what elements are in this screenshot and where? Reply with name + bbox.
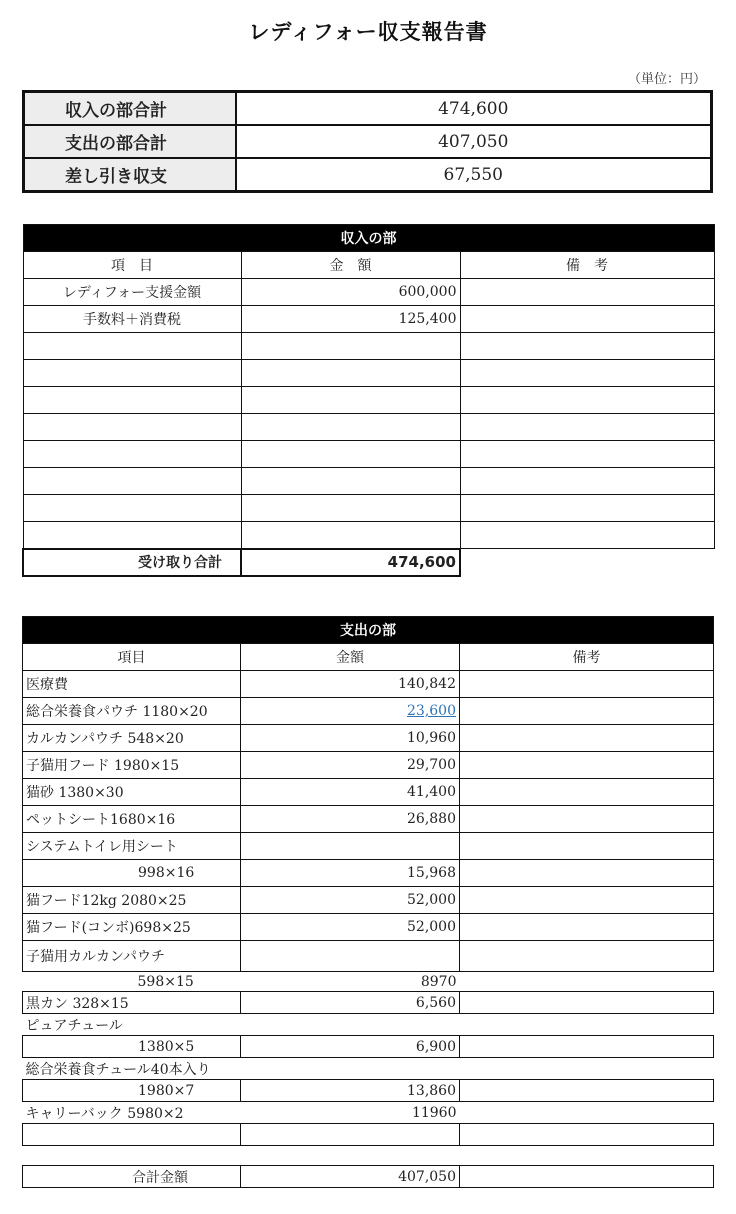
income-note [460, 279, 714, 306]
expense-item: ペットシート1680×16 [23, 806, 241, 833]
empty-row [23, 387, 714, 414]
income-note [460, 306, 714, 333]
empty-row [23, 333, 714, 360]
table-row [23, 279, 714, 306]
col-amount-header: 金 額 [241, 252, 460, 279]
table-row [23, 779, 714, 806]
table-row [23, 671, 714, 698]
expense-item: ピュアチュール [25, 1017, 123, 1034]
summary-table [22, 90, 713, 193]
expense-amount [241, 941, 460, 972]
summary-row [24, 92, 712, 126]
income-amount: 600,000 [241, 279, 460, 306]
table-row [23, 992, 714, 1014]
table-row [23, 725, 714, 752]
col-note-header: 備考 [460, 644, 714, 671]
expense-amount: 29,700 [241, 752, 460, 779]
expense-item: 子猫用カルカンパウチ [23, 941, 241, 972]
income-item: 手数料＋消費税 [23, 306, 241, 333]
table-row [23, 698, 714, 725]
expense-total-label: 合計金額 [23, 1166, 241, 1188]
expense-item: カルカンパウチ 548×20 [23, 725, 241, 752]
col-item-header: 項 目 [23, 252, 241, 279]
expense-item: キャリーバック 5980×2 [25, 1105, 184, 1122]
income-total-value: 474,600 [241, 549, 460, 576]
empty-row [23, 441, 714, 468]
expense-amount: 26,880 [241, 806, 460, 833]
empty-row [23, 495, 714, 522]
expense-item: 猫フード12kg 2080×25 [23, 887, 241, 914]
expense-item: 1980×7 [23, 1080, 241, 1102]
summary-value: 474,600 [236, 92, 712, 126]
expense-amount [241, 1058, 460, 1080]
empty-row [23, 1124, 714, 1146]
expense-amount [241, 833, 460, 860]
income-item: レディフォー支援金額 [23, 279, 241, 306]
table-row [23, 833, 714, 860]
summary-label: 差し引き収支 [24, 158, 236, 192]
expense-amount: 6,900 [241, 1036, 460, 1058]
summary-label: 支出の部合計 [24, 125, 236, 158]
table-row [23, 1102, 714, 1124]
income-amount: 125,400 [241, 306, 460, 333]
expense-heading-row [23, 617, 714, 644]
income-header-row [23, 252, 714, 279]
table-row [23, 914, 714, 941]
expense-item: 総合栄養食パウチ 1180×20 [23, 698, 241, 725]
report-title: レディフォー収支報告書 [248, 20, 488, 44]
expense-amount: 13,860 [241, 1080, 460, 1102]
expense-item: 総合栄養食チュール40本入り [25, 1061, 211, 1078]
empty-row [23, 468, 714, 495]
expense-item: 猫フード(コンボ)698×25 [23, 914, 241, 941]
expense-amount: 52,000 [241, 914, 460, 941]
income-heading: 収入の部 [23, 225, 714, 252]
expense-item: 医療費 [23, 671, 241, 698]
col-note-header: 備 考 [460, 252, 714, 279]
unit-note: （単位：円） [627, 72, 706, 87]
summary-row [24, 158, 712, 192]
expense-item: 1380×5 [23, 1036, 241, 1058]
expense-heading: 支出の部 [23, 617, 714, 644]
expense-table [22, 616, 714, 1188]
table-row [23, 941, 714, 972]
col-amount-header: 金額 [241, 644, 460, 671]
table-row [23, 1014, 714, 1036]
expense-amount: 10,960 [241, 725, 460, 752]
expense-amount-link[interactable]: 23,600 [241, 698, 460, 725]
expense-amount: 8970 [420, 973, 457, 990]
expense-amount: 6,560 [241, 992, 460, 1014]
expense-amount: 52,000 [241, 887, 460, 914]
expense-total-row [23, 1166, 714, 1188]
summary-label: 収入の部合計 [24, 92, 236, 126]
income-total-row [23, 549, 714, 576]
table-row [23, 887, 714, 914]
table-row [23, 752, 714, 779]
table-row [23, 1036, 714, 1058]
expense-total-value: 407,050 [241, 1166, 460, 1188]
table-row [23, 806, 714, 833]
table-row [23, 1080, 714, 1102]
expense-item: システムトイレ用シート [23, 833, 241, 860]
expense-item: 黒カン 328×15 [23, 992, 241, 1014]
expense-amount: 140,842 [241, 671, 460, 698]
table-row [23, 306, 714, 333]
expense-item: 998×16 [23, 860, 241, 887]
spacer-row [23, 1146, 714, 1166]
income-total-label: 受け取り合計 [23, 549, 241, 576]
table-row [23, 860, 714, 887]
table-row [23, 1058, 714, 1080]
summary-value: 407,050 [236, 125, 712, 158]
empty-row [23, 522, 714, 549]
table-row [23, 972, 714, 992]
expense-header-row [23, 644, 714, 671]
summary-value: 67,550 [236, 158, 712, 192]
summary-row [24, 125, 712, 158]
expense-amount: 41,400 [241, 779, 460, 806]
expense-amount: 11960 [411, 1104, 457, 1121]
col-item-header: 項目 [23, 644, 241, 671]
expense-amount [241, 1014, 460, 1036]
expense-item: 猫砂 1380×30 [23, 779, 241, 806]
empty-row [23, 360, 714, 387]
empty-row [23, 414, 714, 441]
income-heading-row [23, 225, 714, 252]
expense-item: 598×15 [137, 973, 194, 990]
income-table [22, 224, 715, 577]
expense-item: 子猫用フード 1980×15 [23, 752, 241, 779]
expense-amount: 15,968 [241, 860, 460, 887]
